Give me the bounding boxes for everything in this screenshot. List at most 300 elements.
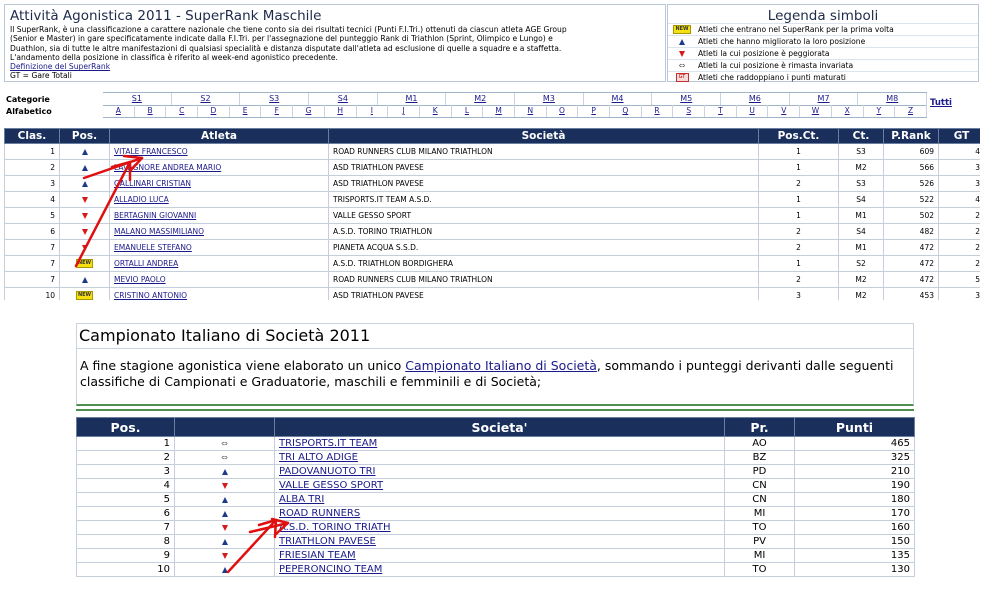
letter-link-q[interactable]: Q: [622, 106, 629, 115]
intro-line: Il SuperRank, è una classificazione a carattere nazionale che tiene conto sia dei risultati tecnici (Punti F.I.Tri.) ottenuti da ciascun atleta AGE Group: [10, 25, 567, 34]
new-badge: NEW: [77, 292, 92, 298]
triangle-up-icon: [82, 181, 88, 187]
category-filter: [103, 92, 927, 106]
campionato-link[interactable]: Campionato Italiano di Società: [405, 358, 597, 373]
clas-cell: 5: [5, 208, 60, 224]
posct-cell: 1: [759, 256, 839, 272]
societa-cell: ASD TRIATHLON PAVESE: [329, 176, 759, 192]
table-row: [5, 288, 981, 301]
gt-note: GT = Gare Totali: [10, 71, 72, 81]
gt-cell: 2: [939, 240, 981, 256]
pos-cell: [60, 176, 110, 192]
societa-cell: ASD TRIATHLON PAVESE: [329, 160, 759, 176]
societa-cell: [275, 535, 725, 549]
table-row: [5, 240, 981, 256]
trend-indicator: [64, 291, 105, 300]
trend-indicator: [179, 511, 270, 517]
alfabetico-label: Alfabetico: [6, 107, 52, 116]
category-link-m5[interactable]: M5: [680, 94, 693, 103]
letter-link-i[interactable]: I: [370, 106, 373, 115]
gt-cell: 4: [939, 144, 981, 160]
table-row: [77, 465, 915, 479]
atleta-cell: [110, 160, 329, 176]
category-cell: M2: [839, 288, 884, 301]
atleta-cell: [110, 256, 329, 272]
pos-cell: 4: [77, 479, 175, 493]
equal-icon: ⇔: [221, 438, 228, 448]
category-link-m7[interactable]: M7: [817, 94, 830, 103]
superrank-table: [4, 128, 980, 300]
category-cell: S2: [839, 256, 884, 272]
letter-link-b[interactable]: B: [147, 106, 153, 115]
table-row: [5, 144, 981, 160]
table-row: [77, 521, 915, 535]
athlete-link[interactable]: BERTAGNIN GIOVANNI: [114, 211, 197, 220]
letter-link-v[interactable]: V: [781, 106, 787, 115]
category-link-s2[interactable]: S2: [200, 94, 211, 103]
trend-cell: [175, 465, 275, 479]
gt-cell: 5: [939, 272, 981, 288]
intro-line: (Senior e Master) in gare specificatamente indicate dalla F.I.Tri. per l'assegnazione del punteggio Rank di Triathlon (Sprint, Olimpico e Lungo) e: [10, 34, 553, 44]
posct-cell: 2: [759, 272, 839, 288]
letter-link-c[interactable]: C: [179, 106, 185, 115]
societa-cell: [275, 451, 725, 465]
letter-link-p[interactable]: P: [591, 106, 596, 115]
pos-cell: 1: [77, 437, 175, 451]
category-link-m8[interactable]: M8: [886, 94, 899, 103]
tutti-link[interactable]: Tutti: [930, 98, 952, 108]
trend-indicator: [64, 213, 105, 219]
letter-link-o[interactable]: O: [559, 106, 565, 115]
table-row: [77, 549, 915, 563]
letter-cell: [198, 105, 230, 117]
letter-link-w[interactable]: W: [811, 106, 820, 115]
category-cell: [721, 93, 790, 105]
pos-cell: [60, 272, 110, 288]
trend-indicator: [64, 259, 105, 268]
province-cell: PD: [725, 465, 795, 479]
letter-cell: [135, 105, 167, 117]
province-cell: MI: [725, 507, 795, 521]
trend-cell: [175, 451, 275, 465]
triangle-up-icon: [222, 567, 228, 573]
societa-cell: ASD TRIATHLON PAVESE: [329, 288, 759, 301]
punti-cell: 130: [795, 563, 915, 577]
categorie-label: Categorie: [6, 95, 50, 104]
athlete-link[interactable]: EMANUELE STEFANO: [114, 243, 192, 252]
triangle-up-icon: [679, 39, 685, 45]
table-row: [5, 208, 981, 224]
table-row: [77, 493, 915, 507]
gt-cell: 2: [939, 224, 981, 240]
societa-cell: ROAD RUNNERS CLUB MILANO TRIATHLON: [329, 144, 759, 160]
triangle-up-icon: [222, 511, 228, 517]
legend-item: [668, 71, 978, 83]
prank-cell: 472: [884, 256, 939, 272]
column-header: Società: [329, 129, 759, 144]
pos-cell: 3: [77, 465, 175, 479]
pos-cell: 9: [77, 549, 175, 563]
punti-cell: 170: [795, 507, 915, 521]
province-cell: MI: [725, 549, 795, 563]
letter-link-x[interactable]: X: [844, 106, 850, 115]
trend-cell: [175, 507, 275, 521]
table-row: [77, 437, 915, 451]
atleta-cell: [110, 272, 329, 288]
table-header-row: [77, 418, 915, 437]
campionato-description: [80, 358, 912, 390]
gt-cell: 4: [939, 192, 981, 208]
trend-cell: [175, 479, 275, 493]
category-link-m1[interactable]: M1: [405, 94, 418, 103]
category-link-s4[interactable]: S4: [337, 94, 348, 103]
category-cell: M2: [839, 272, 884, 288]
societa-cell: A.S.D. TORINO TRIATHLON: [329, 224, 759, 240]
triangle-down-icon: [222, 483, 228, 489]
pos-cell: [60, 192, 110, 208]
prank-cell: 566: [884, 160, 939, 176]
superrank-panel: [0, 0, 980, 300]
trend-cell: [175, 563, 275, 577]
pos-cell: [60, 144, 110, 160]
category-link-s1[interactable]: S1: [131, 94, 142, 103]
category-link-m2[interactable]: M2: [474, 94, 487, 103]
triangle-up-icon: [222, 469, 228, 475]
societa-cell: VALLE GESSO SPORT: [329, 208, 759, 224]
letter-cell: [832, 105, 864, 117]
letter-link-k[interactable]: K: [432, 106, 438, 115]
letter-cell: [452, 105, 484, 117]
trend-cell: [175, 493, 275, 507]
athlete-link[interactable]: LAVAGNORE ANDREA MARIO: [114, 163, 222, 172]
trend-indicator: [179, 469, 270, 475]
atleta-cell: [110, 144, 329, 160]
letter-link-s[interactable]: S: [686, 106, 692, 115]
athlete-link[interactable]: ALLADIO LUCA: [114, 195, 169, 204]
letter-cell: [230, 105, 262, 117]
punti-cell: 150: [795, 535, 915, 549]
posct-cell: 1: [759, 160, 839, 176]
trend-indicator: [179, 567, 270, 573]
table-row: [77, 535, 915, 549]
letter-link-e[interactable]: E: [242, 106, 248, 115]
province-cell: TO: [725, 521, 795, 535]
societa-link[interactable]: PADOVANUOTO TRI: [279, 466, 376, 477]
prank-cell: 482: [884, 224, 939, 240]
triangle-up-icon: [82, 149, 88, 155]
intro-box: [4, 4, 666, 82]
clas-cell: 4: [5, 192, 60, 208]
table-row: [77, 563, 915, 577]
posct-cell: 2: [759, 240, 839, 256]
prank-cell: 502: [884, 208, 939, 224]
letter-link-t[interactable]: T: [718, 106, 723, 115]
new-badge: NEW: [675, 26, 689, 32]
letter-cell: [293, 105, 325, 117]
column-header: Pos.: [60, 129, 110, 144]
pos-cell: 6: [77, 507, 175, 521]
letter-link-d[interactable]: D: [210, 106, 217, 115]
letter-cell: [357, 105, 389, 117]
category-cell: [172, 93, 241, 105]
punti-cell: 210: [795, 465, 915, 479]
clas-cell: 1: [5, 144, 60, 160]
category-cell: S4: [839, 192, 884, 208]
legend-text: Atleti la cui posizione è peggiorata: [698, 49, 830, 58]
province-cell: PV: [725, 535, 795, 549]
triangle-down-icon: [222, 553, 228, 559]
letter-link-m[interactable]: M: [495, 106, 502, 115]
column-header: Pos.: [77, 418, 175, 437]
category-cell: [446, 93, 515, 105]
societa-link[interactable]: ROAD RUNNERS: [279, 508, 361, 519]
letter-cell: [737, 105, 769, 117]
letter-link-g[interactable]: G: [305, 106, 312, 115]
category-cell: [652, 93, 721, 105]
societa-cell: [275, 507, 725, 521]
letter-link-y[interactable]: Y: [876, 106, 882, 115]
punti-cell: 160: [795, 521, 915, 535]
societa-cell: A.S.D. TRIATHLON BORDIGHERA: [329, 256, 759, 272]
category-cell: S3: [839, 144, 884, 160]
legend-item: [668, 23, 978, 35]
societa-link[interactable]: FRIESIAN TEAM: [279, 550, 356, 561]
letter-link-a[interactable]: A: [115, 106, 121, 115]
desc-text: A fine stagione agonistica viene elaborato un unico: [80, 358, 406, 373]
trend-indicator: [179, 539, 270, 545]
column-header: Punti: [795, 418, 915, 437]
societa-link[interactable]: PEPERONCINO TEAM: [279, 564, 383, 575]
letter-cell: [705, 105, 737, 117]
posct-cell: 1: [759, 144, 839, 160]
trend-indicator: [179, 553, 270, 559]
letter-cell: [864, 105, 896, 117]
trend-indicator: [64, 149, 105, 155]
triangle-down-icon: [82, 213, 88, 219]
clas-cell: 10: [5, 288, 60, 301]
category-cell: [584, 93, 653, 105]
societa-cell: [275, 549, 725, 563]
clas-cell: 7: [5, 272, 60, 288]
letter-cell: [261, 105, 293, 117]
clas-cell: 3: [5, 176, 60, 192]
campionato-desc-box: [76, 348, 914, 406]
pos-cell: 8: [77, 535, 175, 549]
divider: [76, 409, 914, 411]
letter-cell: [166, 105, 198, 117]
category-cell: M2: [839, 160, 884, 176]
trend-cell: [175, 437, 275, 451]
letter-cell: [103, 105, 135, 117]
province-cell: AO: [725, 437, 795, 451]
letter-link-f[interactable]: F: [274, 106, 279, 115]
column-header: Pos.Ct.: [759, 129, 839, 144]
letter-link-r[interactable]: R: [654, 106, 660, 115]
legend-item: [668, 59, 978, 71]
letter-link-h[interactable]: H: [337, 106, 343, 115]
category-link-m4[interactable]: M4: [611, 94, 624, 103]
pos-cell: [60, 256, 110, 272]
trend-indicator: [64, 229, 105, 235]
posct-cell: 1: [759, 192, 839, 208]
campionato-panel: [0, 310, 1000, 599]
letter-cell: [610, 105, 642, 117]
letter-cell: [768, 105, 800, 117]
pos-cell: 10: [77, 563, 175, 577]
letter-cell: [547, 105, 579, 117]
letter-cell: [388, 105, 420, 117]
table-row: [5, 224, 981, 240]
letter-link-z[interactable]: Z: [907, 106, 914, 115]
column-header: GT: [939, 129, 981, 144]
prank-cell: 472: [884, 240, 939, 256]
triangle-up-icon: [222, 539, 228, 545]
prank-cell: 609: [884, 144, 939, 160]
punti-cell: 190: [795, 479, 915, 493]
letter-cell: [325, 105, 357, 117]
atleta-cell: [110, 224, 329, 240]
category-cell: [309, 93, 378, 105]
societa-link[interactable]: VALLE GESSO SPORT: [279, 480, 384, 491]
trend-indicator: [179, 440, 270, 448]
atleta-cell: [110, 176, 329, 192]
category-cell: [240, 93, 309, 105]
legend-title: Legenda simboli: [767, 8, 879, 24]
societa-link[interactable]: TRI ALTO ADIGE: [279, 452, 358, 463]
societa-link[interactable]: TRIATHLON PAVESE: [279, 536, 376, 547]
legend-text: Atleti che entrano nel SuperRank per la prima volta: [698, 25, 894, 34]
posct-cell: 2: [759, 176, 839, 192]
letter-cell: [515, 105, 547, 117]
punti-cell: 135: [795, 549, 915, 563]
table-row: [5, 272, 981, 288]
triangle-up-icon: [222, 497, 228, 503]
punti-cell: 180: [795, 493, 915, 507]
legend-text: Atleti la cui posizione è rimasta invariata: [698, 61, 854, 70]
atleta-cell: [110, 208, 329, 224]
societa-link[interactable]: ALBA TRI: [279, 494, 325, 505]
table-row: [5, 176, 981, 192]
letter-cell: [642, 105, 674, 117]
intro-line: Duathlon, sia di tutte le altre manifestazioni di qualsiasi specialità e distanza disputate dall'atleta ad esclusione di quelle a squadre e a staffetta.: [10, 43, 562, 53]
pos-cell: [60, 160, 110, 176]
societa-link[interactable]: TRISPORTS.IT TEAM: [279, 438, 378, 449]
intro-line: L'andamento della posizione in classifica è riferito al week-end agonistico precedente.: [10, 52, 338, 62]
gt-icon: GT: [676, 73, 689, 82]
atleta-cell: [110, 192, 329, 208]
category-link-m3[interactable]: M3: [542, 94, 555, 103]
superrank-definition-link[interactable]: Definizione del SuperRank: [10, 62, 111, 72]
category-cell: [515, 93, 584, 105]
trend-indicator: [64, 165, 105, 171]
clas-cell: 2: [5, 160, 60, 176]
category-cell: [790, 93, 859, 105]
atleta-cell: [110, 240, 329, 256]
athlete-link[interactable]: VITALE FRANCESCO: [114, 147, 188, 156]
trend-indicator: [179, 483, 270, 489]
pos-cell: [60, 288, 110, 301]
table-row: [77, 451, 915, 465]
gt-cell: 3: [939, 160, 981, 176]
societa-cell: ROAD RUNNERS CLUB MILANO TRIATHLON: [329, 272, 759, 288]
letter-cell: [578, 105, 610, 117]
letter-link-j[interactable]: J: [402, 106, 405, 115]
prank-cell: 522: [884, 192, 939, 208]
table-row: [5, 256, 981, 272]
letter-cell: [483, 105, 515, 117]
category-link-m6[interactable]: M6: [748, 94, 761, 103]
triangle-up-icon: [82, 277, 88, 283]
athlete-link[interactable]: MALANO MASSIMILIANO: [114, 227, 205, 236]
legend-text: Atleti che hanno migliorato la loro posizione: [698, 37, 866, 46]
table-row: [77, 479, 915, 493]
category-cell: S4: [839, 224, 884, 240]
posct-cell: 3: [759, 288, 839, 301]
legend-item: [668, 47, 978, 59]
trend-cell: [175, 521, 275, 535]
category-cell: [858, 93, 927, 105]
societa-cell: [275, 493, 725, 507]
category-cell: M1: [839, 240, 884, 256]
gt-cell: 2: [939, 256, 981, 272]
province-cell: CN: [725, 479, 795, 493]
letter-link-l[interactable]: L: [464, 106, 469, 115]
province-cell: CN: [725, 493, 795, 507]
alphabet-filter: [103, 105, 927, 118]
clas-cell: 7: [5, 256, 60, 272]
trend-indicator: [64, 197, 105, 203]
campionato-title-box: [76, 323, 914, 349]
letter-cell: [673, 105, 705, 117]
triangle-down-icon: [82, 229, 88, 235]
intro-text: [10, 25, 662, 81]
posct-cell: 2: [759, 224, 839, 240]
legend-item: [668, 35, 978, 47]
societa-cell: [275, 563, 725, 577]
category-cell: [378, 93, 447, 105]
letter-link-n[interactable]: N: [527, 106, 534, 115]
athlete-link[interactable]: MEVIO PAOLO: [114, 275, 166, 284]
triangle-down-icon: [82, 245, 88, 251]
trend-indicator: [179, 525, 270, 531]
category-cell: S3: [839, 176, 884, 192]
athlete-link[interactable]: ORTALLI ANDREA: [114, 259, 179, 268]
category-cell: M1: [839, 208, 884, 224]
column-header: Societa': [275, 418, 725, 437]
societa-link[interactable]: A.S.D. TORINO TRIATH: [279, 522, 391, 533]
column-header: P.Rank: [884, 129, 939, 144]
letter-cell: [895, 105, 927, 117]
letter-cell: [420, 105, 452, 117]
pos-cell: 5: [77, 493, 175, 507]
category-link-s3[interactable]: S3: [269, 94, 280, 103]
table-row: [77, 507, 915, 521]
letter-link-u[interactable]: U: [749, 106, 755, 115]
page-title: Attività Agonistica 2011 - SuperRank Maschile: [10, 8, 322, 24]
athlete-link[interactable]: CRISTINO ANTONIO: [114, 291, 188, 300]
prank-cell: 526: [884, 176, 939, 192]
prank-cell: 472: [884, 272, 939, 288]
societa-cell: PIANETA ACQUA S.S.D.: [329, 240, 759, 256]
column-header: Atleta: [110, 129, 329, 144]
pos-cell: [60, 240, 110, 256]
pos-cell: 7: [77, 521, 175, 535]
societa-cell: [275, 521, 725, 535]
posct-cell: 1: [759, 208, 839, 224]
legend-box: [667, 4, 979, 82]
athlete-link[interactable]: GALLINARI CRISTIAN: [114, 179, 192, 188]
trend-indicator: [179, 454, 270, 462]
